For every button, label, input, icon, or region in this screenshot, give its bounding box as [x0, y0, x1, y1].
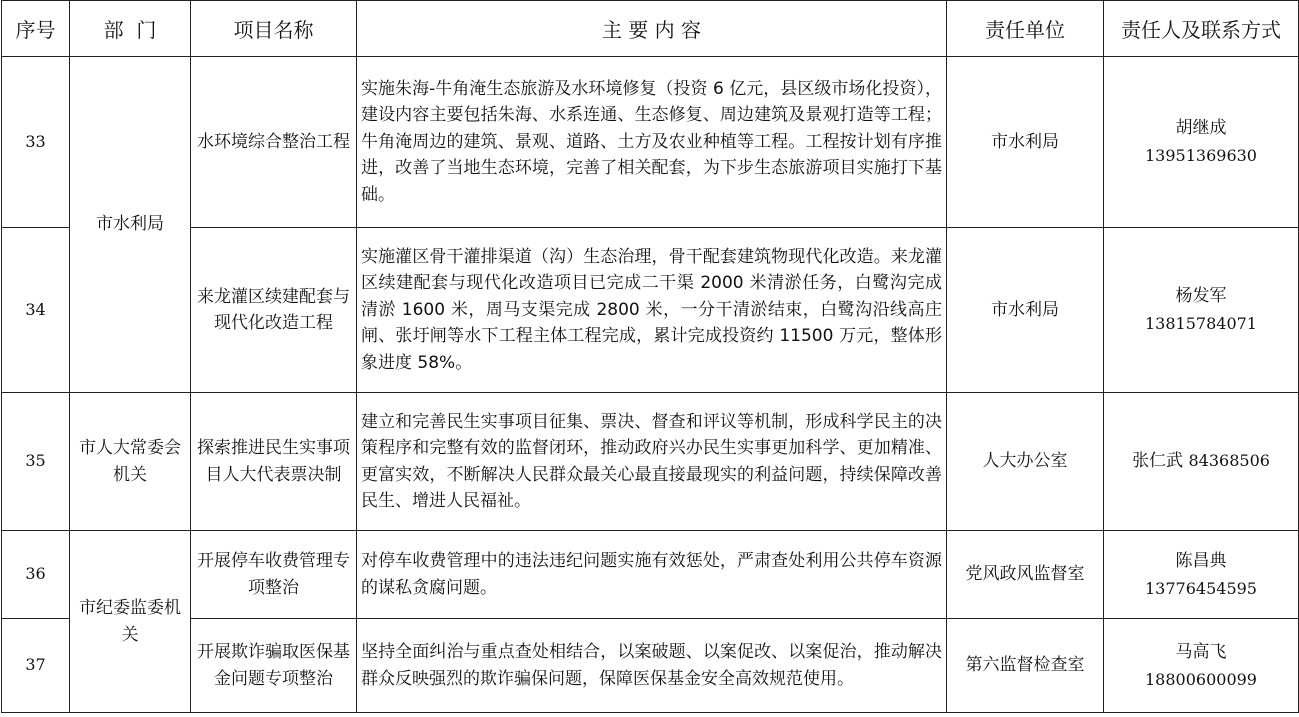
contact-person: 马高飞: [1175, 641, 1227, 662]
header-row: [2, 1, 1299, 57]
row-contact: [1104, 531, 1299, 619]
header-project: 项目名称: [191, 1, 357, 57]
row-contact: [1104, 228, 1299, 393]
header-unit: 责任单位: [947, 1, 1104, 57]
table-row: [2, 228, 1299, 393]
row-project: 来龙灌区续建配套与现代化改造工程: [191, 228, 357, 393]
row-content: 对停车收费管理中的违法违纪问题实施有效惩处，严肃查处利用公共停车资源的谋私贪腐问题。: [357, 531, 947, 619]
row-unit: 市水利局: [947, 57, 1104, 228]
contact-phone: 13776454595: [1145, 578, 1257, 598]
row-no: 35: [2, 393, 70, 531]
header-dept: 部 门: [70, 1, 191, 57]
contact-phone: 84368506: [1188, 451, 1270, 471]
table-row: [2, 619, 1299, 713]
contact-person: 胡继成: [1175, 118, 1227, 138]
row-no: 34: [2, 228, 70, 393]
row-project: 开展停车收费管理专项整治: [191, 531, 357, 619]
row-project: 水环境综合整治工程: [191, 57, 357, 228]
row-unit: 市水利局: [947, 228, 1104, 393]
row-unit: 党风政风监督室: [947, 531, 1104, 619]
row-content: 实施朱海-牛角淹生态旅游及水环境修复（投资 6 亿元，县区级市场化投资），建设内容主要包括朱海、水系连通、生态修复、周边建筑及景观打造等工程；牛角淹周边的建筑、景观、道路、土方及农业种植等工程。工程按计划有序推进，改善了当地生态环境，完善了相关配套，为下步生态旅游项目实施打下基础。: [357, 57, 947, 228]
row-content: 实施灌区骨干灌排渠道（沟）生态治理，骨干配套建筑物现代化改造。来龙灌区续建配套与现代化改造项目已完成二干渠 2000 米清淤任务，白鹭沟完成清淤 1600 米，周马支渠完成 2800 米，一分干清淤结束，白鹭沟沿线高庄闸、张圩闸等水下工程主体工程完成，累计完成投资约 11500 万元，整体形象进度 58%。: [357, 228, 947, 393]
row-no: 33: [2, 57, 70, 228]
row-project: 开展欺诈骗取医保基金问题专项整治: [191, 619, 357, 713]
contact-phone: 13815784071: [1145, 314, 1257, 333]
project-table: [1, 0, 1299, 713]
row-content: 建立和完善民生实事项目征集、票决、督查和评议等机制，形成科学民主的决策程序和完整有效的监督闭环，推动政府兴办民生实事更加科学、更加精准、更富实效，不断解决人民群众最关心最直接最现实的利益问题，持续保障改善民生、增进人民福祉。: [357, 393, 947, 531]
row-dept: 市人大常委会机关: [70, 393, 191, 531]
row-contact: [1104, 393, 1299, 531]
table-row: [2, 393, 1299, 531]
row-no: 36: [2, 531, 70, 619]
contact-phone: 13951369630: [1145, 146, 1257, 165]
table-row: [2, 57, 1299, 228]
row-contact: [1104, 57, 1299, 228]
row-content: 坚持全面纠治与重点查处相结合，以案破题、以案促改、以案促治，推动解决群众反映强烈的欺诈骗保问题，保障医保基金安全高效规范使用。: [357, 619, 947, 713]
table-row: [2, 531, 1299, 619]
row-unit: 第六监督检查室: [947, 619, 1104, 713]
row-dept: 市纪委监委机关: [70, 531, 191, 713]
row-dept: 市水利局: [70, 57, 191, 393]
contact-person: 张仁武: [1132, 451, 1184, 472]
row-unit: 人大办公室: [947, 393, 1104, 531]
row-contact: [1104, 619, 1299, 713]
header-content: 主 要 内 容: [357, 1, 947, 57]
row-project: 探索推进民生实事项目人大代表票决制: [191, 393, 357, 531]
header-contact: 责任人及联系方式: [1104, 1, 1299, 57]
header-no: 序号: [2, 1, 70, 57]
contact-phone: 18800600099: [1145, 669, 1257, 689]
row-no: 37: [2, 619, 70, 713]
contact-person: 杨发军: [1175, 286, 1227, 306]
contact-person: 陈昌典: [1175, 550, 1227, 571]
